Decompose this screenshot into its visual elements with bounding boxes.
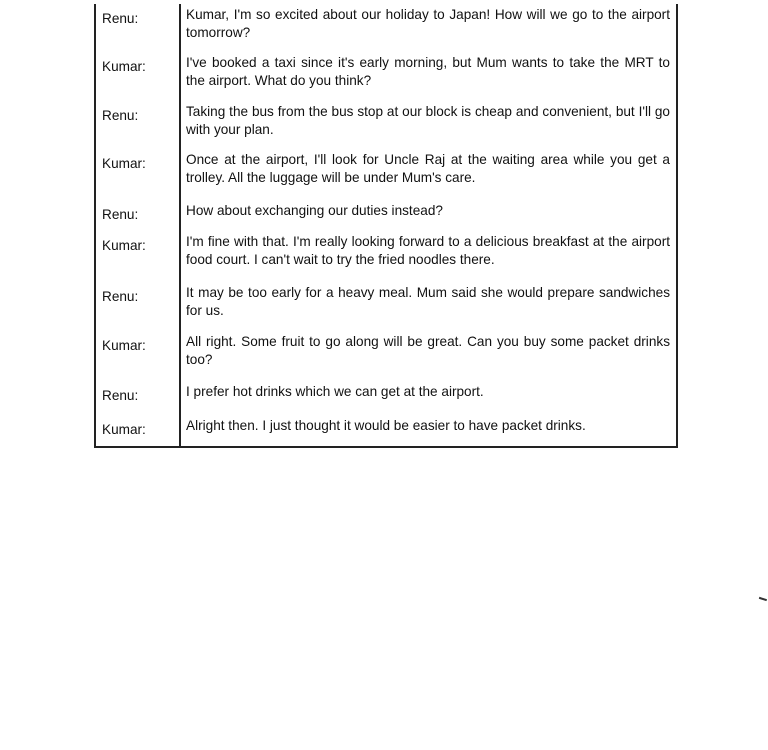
dialogue-line: All right. Some fruit to go along will be great. Can you buy some packet drinks too?: [186, 334, 670, 367]
column-divider: [179, 4, 181, 446]
speaker-name: Kumar:: [102, 422, 146, 437]
dialogue-line: I've booked a taxi since it's early morning, but Mum wants to take the MRT to the airport. What do you think?: [186, 55, 670, 88]
dialogue-line: I'm fine with that. I'm really looking forward to a delicious breakfast at the airport food court. I can't wait to try the fried noodles there.: [186, 234, 670, 267]
speaker-name: Renu:: [102, 108, 139, 123]
dialogue-line: Once at the airport, I'll look for Uncle Raj at the waiting area while you get a trolley. All the luggage will be under Mum's care.: [186, 152, 670, 185]
dialogue-line: It may be too early for a heavy meal. Mum said she would prepare sandwiches for us.: [186, 285, 670, 318]
speaker-name: Renu:: [102, 289, 139, 304]
dialogue-line: Taking the bus from the bus stop at our block is cheap and convenient, but I'll go with your plan.: [186, 104, 670, 137]
speaker-name: Renu:: [102, 388, 139, 403]
speaker-name: Kumar:: [102, 338, 146, 353]
stray-pen-mark: [759, 597, 767, 601]
speaker-name: Kumar:: [102, 156, 146, 171]
speaker-name: Kumar:: [102, 238, 146, 253]
dialogue-table: [94, 4, 678, 448]
dialogue-line: Kumar, I'm so excited about our holiday to Japan! How will we go to the airport tomorrow?: [186, 7, 670, 40]
dialogue-line: How about exchanging our duties instead?: [186, 203, 443, 218]
dialogue-line: Alright then. I just thought it would be easier to have packet drinks.: [186, 418, 586, 433]
dialogue-line: I prefer hot drinks which we can get at the airport.: [186, 384, 484, 399]
speaker-name: Renu:: [102, 11, 139, 26]
speaker-name: Renu:: [102, 207, 139, 222]
speaker-name: Kumar:: [102, 59, 146, 74]
